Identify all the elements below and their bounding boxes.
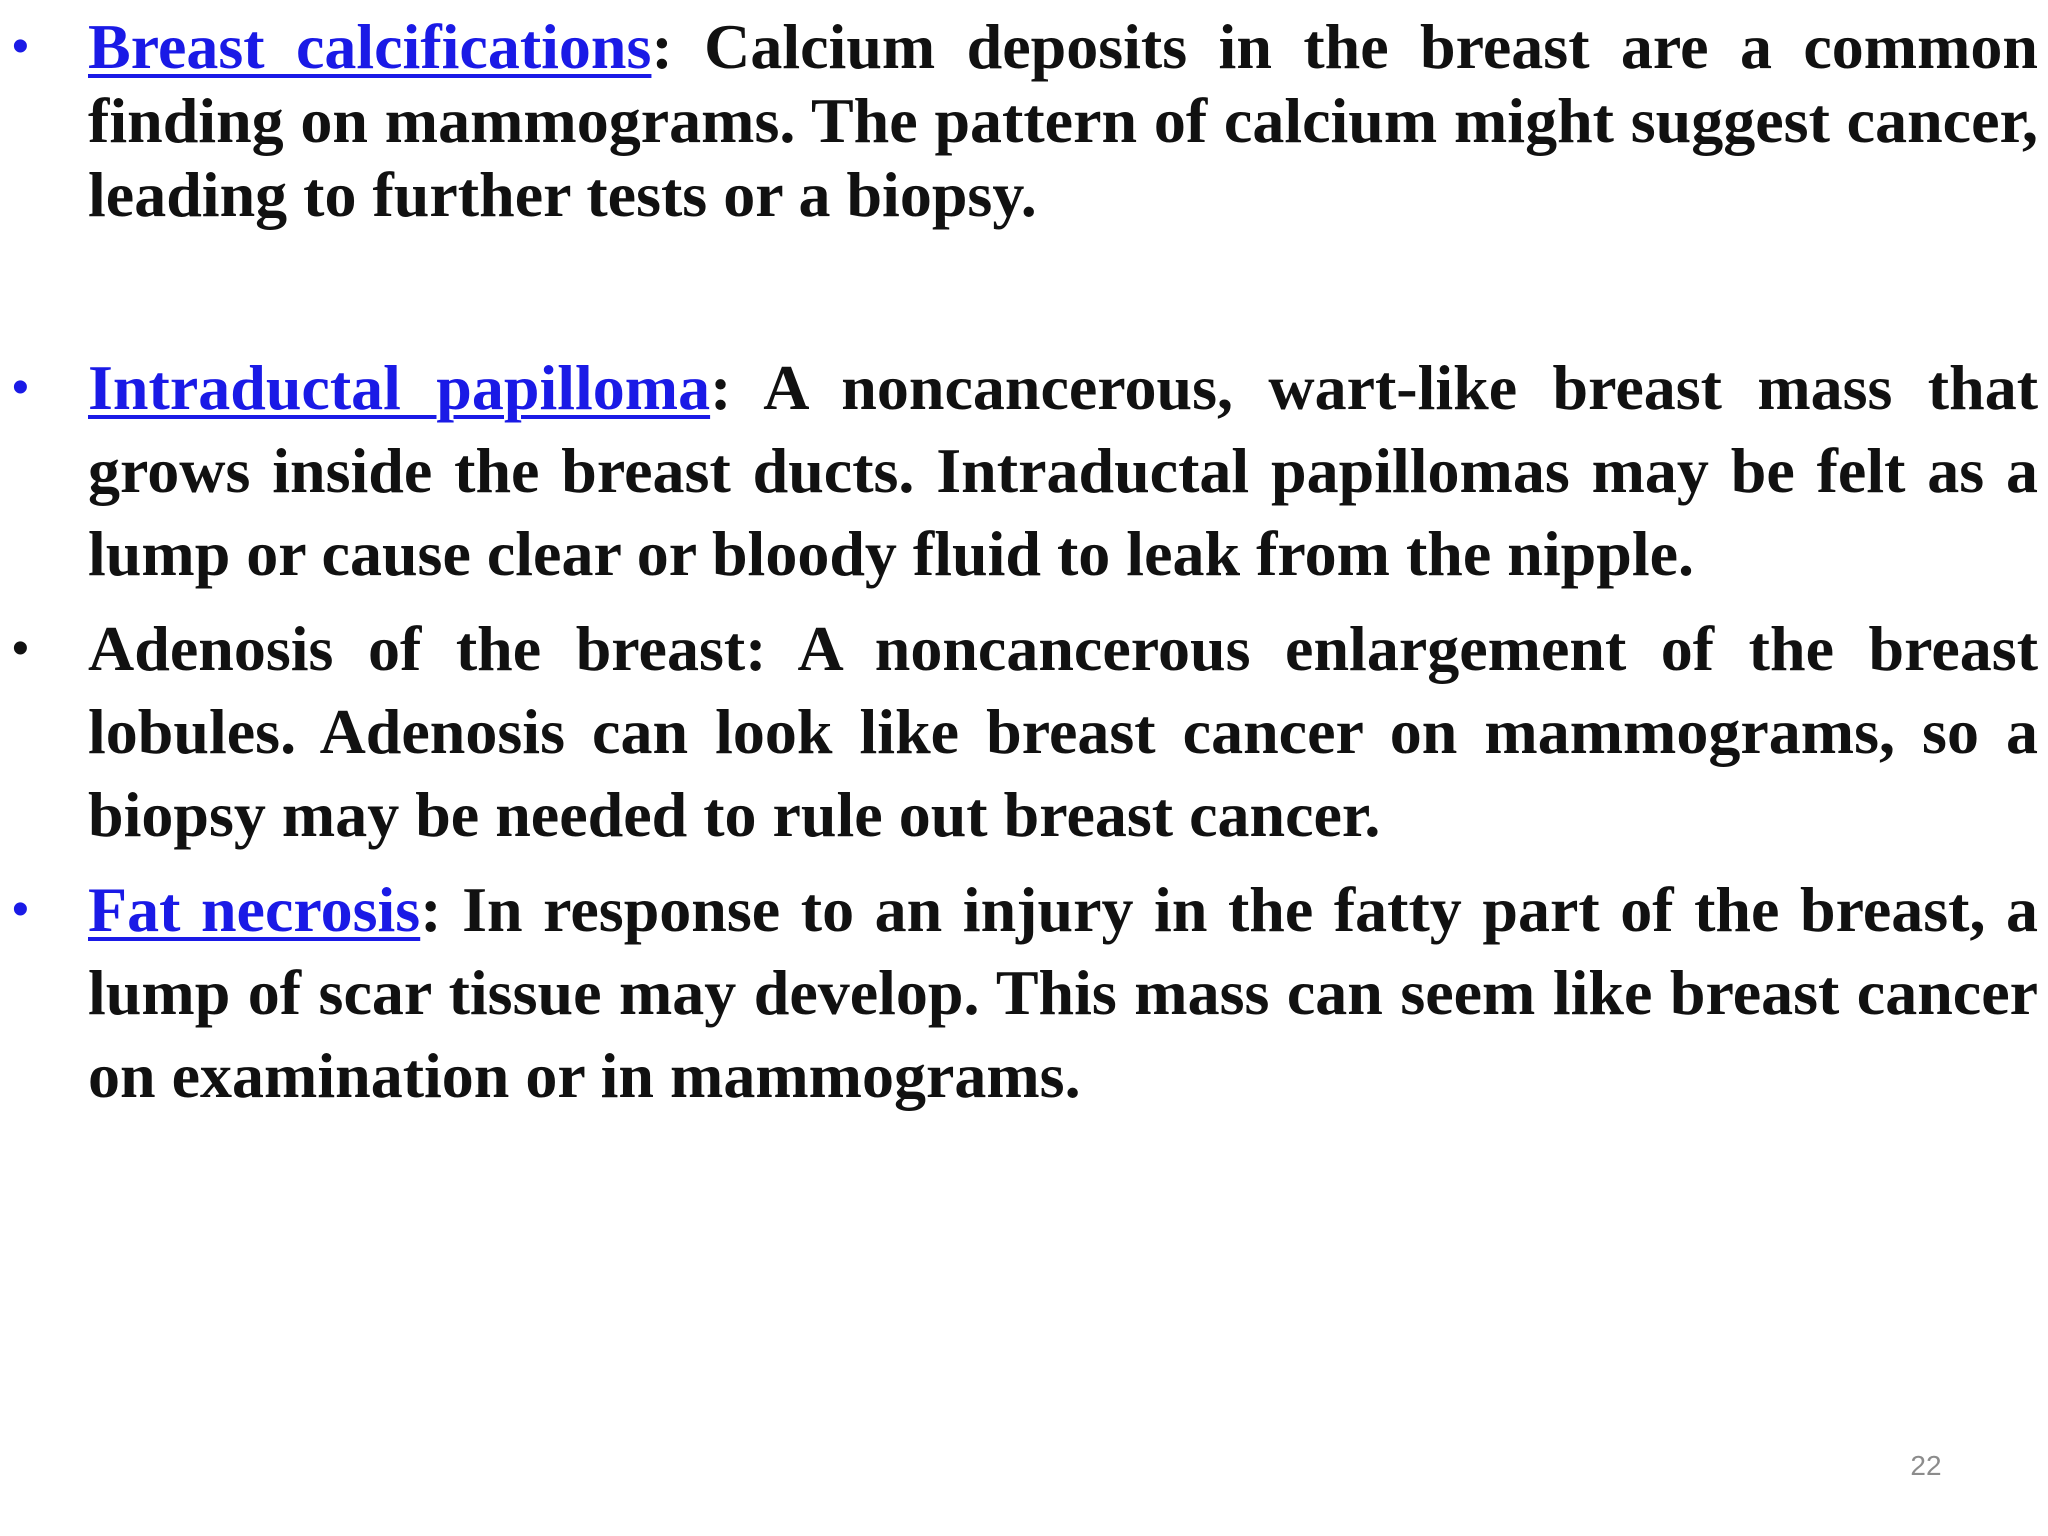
term-separator: : (651, 11, 673, 82)
bullet-list (0, 10, 2048, 1117)
bullet-icon: • (12, 20, 29, 73)
definition-text: In response to an injury in the fatty part of the breast, a lump of scar tissue may develop. This mass can seem like breast cancer on examination or in mammograms. (88, 874, 2039, 1111)
bullet-icon: • (12, 883, 29, 936)
list-item-breast-calcifications (0, 10, 2048, 232)
term-separator: : (745, 613, 767, 684)
term-separator: : (420, 874, 442, 945)
list-item-fat-necrosis (0, 868, 2048, 1117)
term-separator: : (710, 352, 732, 423)
term-adenosis: Adenosis of the breast (88, 613, 746, 684)
bullet-icon: • (12, 622, 29, 675)
term-link-intraductal-papilloma[interactable]: Intraductal papilloma (88, 352, 711, 423)
definition-text: Calcium deposits in the breast are a common finding on mammograms. The pattern of calcium might suggest cancer, leading to further tests or a biopsy. (88, 11, 2039, 230)
term-link-breast-calcifications[interactable]: Breast calcifications (88, 11, 652, 82)
definition-text: A noncancerous enlargement of the breast lobules. Adenosis can look like breast cancer on mammograms, so a biopsy may be needed to rule out breast cancer. (88, 613, 2038, 850)
bullet-icon: • (12, 361, 29, 414)
list-item-intraductal-papilloma (0, 346, 2048, 595)
page-number: 22 (1910, 1450, 1942, 1481)
term-link-fat-necrosis[interactable]: Fat necrosis (88, 874, 421, 945)
list-item-adenosis (0, 607, 2048, 856)
definition-text: A noncancerous, wart-like breast mass that grows inside the breast ducts. Intraductal papillomas may be felt as a lump or cause clear or bloody fluid to leak from the nipple. (88, 352, 2038, 589)
